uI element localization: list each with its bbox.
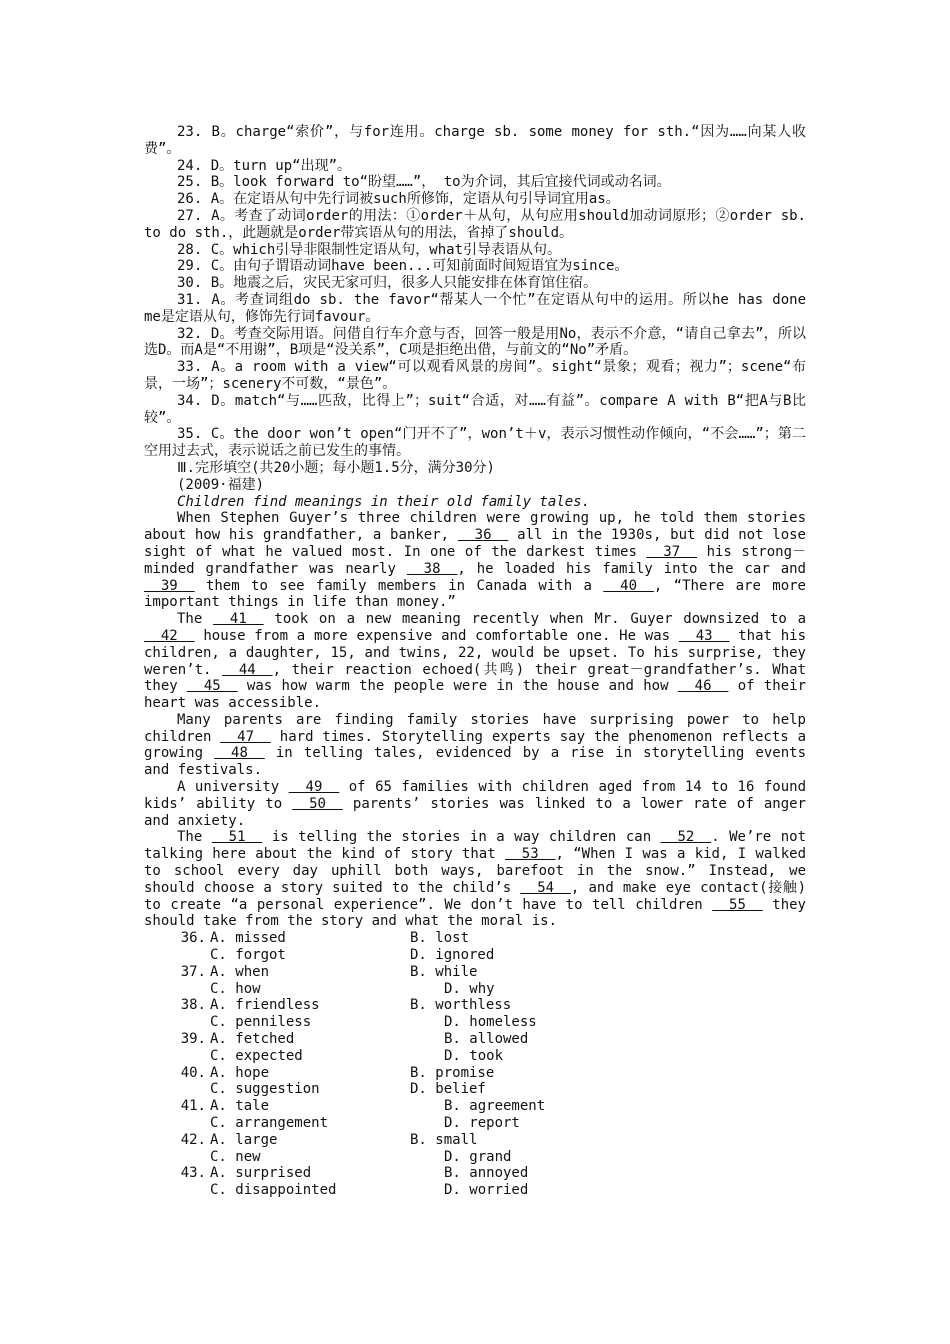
- text-run: in telling tales, evidenced by a rise in storytelling events and festivals.: [144, 745, 807, 779]
- option-a: A. surprised: [210, 1165, 312, 1182]
- passage-paragraph-1: [144, 510, 806, 611]
- option-row: [144, 1048, 806, 1065]
- option-c: C. new: [210, 1148, 261, 1165]
- option-b: B. annoyed: [444, 1165, 529, 1182]
- blank-38: 38: [406, 560, 458, 577]
- blank-51: 51: [211, 829, 263, 846]
- passage-source: (2009·福建): [177, 476, 265, 493]
- text-run: , and make eye contact(接触) to create “a personal experience”. We don’t have to tell children: [144, 879, 806, 913]
- text-run: house from a more expensive and comfortable one. He was: [194, 627, 679, 644]
- text-run: that his children, a daughter, 15, and twins, 22, would be upset. To his surprise, they weren’t.: [144, 627, 807, 678]
- answer-explanations: [144, 124, 806, 460]
- text-run: Many parents are finding family stories have surprising power to help children: [144, 711, 806, 745]
- option-row: [144, 1165, 806, 1182]
- option-b: B. small: [410, 1131, 478, 1148]
- blank-52: 52: [660, 829, 712, 846]
- option-row: [144, 1065, 806, 1082]
- option-d: D. ignored: [410, 947, 495, 964]
- blank-40: 40: [603, 577, 654, 594]
- blank-39: 39: [144, 577, 195, 594]
- blank-54: 54: [520, 879, 571, 896]
- text-run: them to see family members in Canada with a: [194, 577, 604, 594]
- blank-47: 47: [220, 728, 271, 745]
- option-row: [144, 981, 806, 998]
- passage-paragraph-4: [144, 779, 806, 829]
- blank-50: 50: [292, 795, 343, 812]
- option-c: C. suggestion: [210, 1081, 320, 1098]
- question-number: 37.: [180, 963, 206, 980]
- option-row: [144, 1014, 806, 1031]
- text-run: The: [177, 611, 214, 628]
- option-a: A. missed: [210, 930, 286, 947]
- question-number: 38.: [180, 997, 206, 1014]
- answer-30: 30. B。地震之后，灾民无家可归，很多人只能安排在体育馆住宿。: [177, 275, 598, 292]
- text-run: was how warm the people were in the house and how: [237, 678, 678, 695]
- blank-43: 43: [678, 627, 730, 644]
- option-row: [144, 1132, 806, 1149]
- blank-44: 44: [222, 661, 273, 678]
- answer-35: 35. C。the door won’t open“门开不了”，won’t＋v，表示习惯性动作倾向，“不会……”；第二空用过去式，表示说话之前已发生的事情。: [144, 426, 806, 460]
- option-row: [144, 1115, 806, 1132]
- text-run: they should take from the story and what the moral is.: [144, 896, 806, 930]
- option-d: D. report: [444, 1115, 520, 1132]
- answer-28: 28. C。which引导非限制性定语从句，what引导表语从句。: [177, 241, 562, 258]
- option-a: A. large: [210, 1131, 278, 1148]
- blank-49: 49: [288, 779, 340, 796]
- option-c: C. penniless: [210, 1014, 312, 1031]
- blank-41: 41: [213, 611, 264, 628]
- option-d: D. worried: [444, 1182, 529, 1199]
- option-d: D. took: [444, 1047, 504, 1064]
- passage-paragraph-3: [144, 712, 806, 779]
- option-a: A. friendless: [210, 997, 320, 1014]
- blank-46: 46: [677, 678, 729, 695]
- answer-24: 24. D。turn up“出现”。: [177, 157, 352, 174]
- text-run: his strong－minded grandfather was nearly: [144, 543, 806, 577]
- text-run: , “There are more important things in life than money.”: [144, 577, 806, 611]
- passage-paragraph-5: [144, 829, 806, 930]
- passage-title: Children find meanings in their old family tales.: [177, 493, 591, 510]
- text-run: When Stephen Guyer’s three children were growing up, he told them stories about how his grandfather, a banker,: [144, 510, 806, 544]
- section-heading: Ⅲ.完形填空(共20小题；每小题1.5分，满分30分): [177, 459, 495, 476]
- text-run: . We’re not talking here about the kind of story that: [144, 829, 807, 863]
- option-c: C. arrangement: [210, 1115, 329, 1132]
- text-run: , he loaded his family into the car and: [457, 560, 806, 577]
- option-a: A. fetched: [210, 1031, 295, 1048]
- option-d: D. why: [444, 980, 495, 997]
- option-row: [144, 930, 806, 947]
- blank-48: 48: [214, 745, 265, 762]
- answer-31: 31. A。考查词组do sb. the favor“帮某人一个忙”在定语从句中的运用。所以he has done me是定语从句，修饰先行词favour。: [144, 291, 806, 325]
- option-a: A. tale: [210, 1098, 270, 1115]
- blank-55: 55: [712, 896, 763, 913]
- document-page: [144, 124, 806, 1199]
- blank-37: 37: [646, 543, 698, 560]
- answer-32: 32. D。考查交际用语。问借自行车介意与否，回答一般是用No，表示不介意，“请自己拿去”，所以选D。而A是“不用谢”，B项是“没关系”，C项是拒绝出借，与前文的“No”矛盾。: [144, 325, 806, 359]
- option-row: [144, 1031, 806, 1048]
- question-number: 42.: [180, 1131, 206, 1148]
- question-number: 36.: [180, 930, 206, 947]
- blank-36: 36: [457, 527, 509, 544]
- option-b: B. lost: [410, 930, 470, 947]
- answer-27: 27. A。考查了动词order的用法：①order＋从句，从句应用should加动词原形；②order sb. to do sth.，此题就是order带宾语从句的用法，省掉了should。: [144, 207, 806, 241]
- option-row: [144, 997, 806, 1014]
- option-row: [144, 1098, 806, 1115]
- blank-45: 45: [187, 678, 238, 695]
- text-run: of 65 families with children aged from 14 to 16 found kids’ ability to: [144, 779, 806, 812]
- option-d: D. grand: [444, 1148, 512, 1165]
- text-run: A university: [177, 779, 289, 796]
- answer-options: [144, 930, 806, 1199]
- option-row: [144, 1182, 806, 1199]
- option-row: [144, 964, 806, 981]
- text-run: , their reaction echoed(共鸣) their great－grandfather’s. What they: [144, 661, 806, 695]
- option-c: C. how: [210, 980, 261, 997]
- answer-26: 26. A。在定语从句中先行词被such所修饰，定语从句引导词宜用as。: [177, 191, 620, 208]
- question-number: 41.: [180, 1098, 206, 1115]
- answer-33: 33. A。a room with a view“可以观看风景的房间”。sight“景象；观看；视力”；scene“布景，一场”；scenery不可数，“景色”。: [144, 359, 806, 392]
- text-run: parents’ stories was linked to a lower rate of anger and anxiety.: [144, 795, 806, 829]
- question-number: 40.: [180, 1064, 206, 1081]
- text-run: of their heart was accessible.: [144, 678, 806, 712]
- option-a: A. hope: [210, 1064, 270, 1081]
- answer-34: 34. D。match“与……匹敌，比得上”；suit“合适，对……有益”。compare A with B“把A与B比较”。: [144, 392, 806, 426]
- text-run: is telling the stories in a way children can: [262, 829, 661, 846]
- answer-23: 23. B。charge“索价”，与for连用。charge sb. some money for sth.“因为……向某人收费”。: [144, 124, 806, 157]
- text-run: hard times. Storytelling experts say the phenomenon reflects a growing: [144, 728, 807, 762]
- question-number: 43.: [180, 1165, 206, 1182]
- text-run: took on a new meaning recently when Mr. Guyer downsized to a: [263, 611, 807, 628]
- option-b: B. agreement: [444, 1098, 546, 1115]
- blank-42: 42: [144, 627, 195, 644]
- option-c: C. forgot: [210, 947, 286, 964]
- option-row: [144, 1081, 806, 1098]
- option-b: B. while: [410, 963, 478, 980]
- answer-25: 25. B。look forward to“盼望……”， to为介词，其后宜接代词或动名词。: [177, 174, 671, 191]
- option-a: A. when: [210, 963, 270, 980]
- blank-53: 53: [504, 846, 556, 863]
- option-b: B. promise: [410, 1064, 495, 1081]
- option-d: D. homeless: [444, 1014, 537, 1031]
- option-b: B. allowed: [444, 1031, 529, 1048]
- option-row: [144, 947, 806, 964]
- option-d: D. belief: [410, 1081, 486, 1098]
- option-b: B. worthless: [410, 997, 512, 1014]
- question-number: 39.: [180, 1031, 206, 1048]
- option-row: [144, 1149, 806, 1166]
- option-c: C. disappointed: [210, 1182, 337, 1199]
- answer-29: 29. C。由句子谓语动词have been...可知前面时间短语宜为since。: [177, 258, 629, 275]
- text-run: all in the 1930s, but did not lose sight of what he valued most. In one of the darkest times: [144, 527, 806, 560]
- passage-paragraph-2: [144, 611, 806, 712]
- option-c: C. expected: [210, 1047, 303, 1064]
- text-run: The: [177, 829, 212, 846]
- text-run: , “When I was a kid, I walked to school every day uphill both ways, barefoot in the snow.” Instead, we should choose a story suited to the child’s: [144, 846, 807, 896]
